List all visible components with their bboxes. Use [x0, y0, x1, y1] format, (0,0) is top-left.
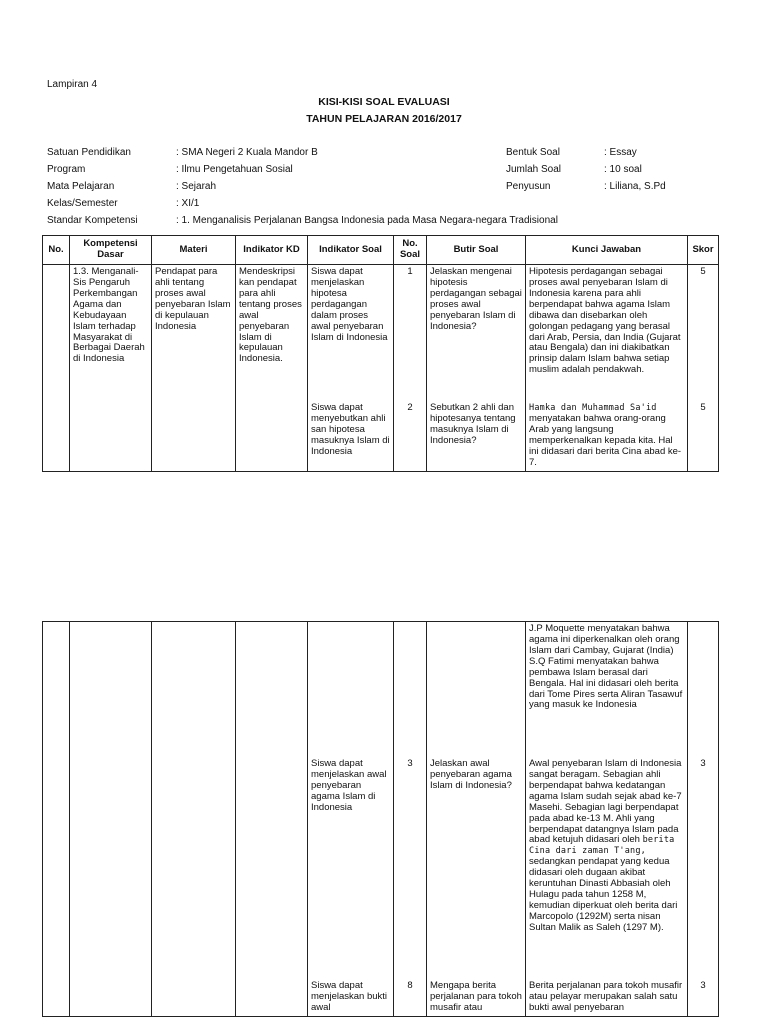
cell-no-soal	[394, 622, 427, 1017]
header-skor: Skor	[688, 236, 719, 265]
indikator-soal-8: Siswa dapat menjelaskan bukti awal	[311, 980, 388, 1013]
header-butir-soal: Butir Soal	[427, 236, 526, 265]
kunci-cont-fatimi: S.Q Fatimi menyatakan bahwa pembawa Islam berasal dari Bengala. Hal ini didasari oleh berita dari Tome Pires serta Aliran Tasawuf yang masuk ke Indonesia	[529, 655, 683, 711]
info-label-kelas: Kelas/Semester	[47, 198, 118, 209]
indikator-soal-3: Siswa dapat menjelaskan awal penyebaran agama Islam di Indonesia	[311, 758, 387, 813]
header-materi: Materi	[152, 236, 236, 265]
info-label-sk: Standar Kompetensi	[47, 215, 138, 226]
document-subtitle: TAHUN PELAJARAN 2016/2017	[306, 113, 462, 125]
info-value-kelas: : XI/1	[176, 198, 200, 209]
indikator-soal-2: Siswa dapat menyebutkan ahli san hipotesa masuknya Islam di Indonesia	[311, 402, 390, 457]
header-kunci-jawaban: Kunci Jawaban	[526, 236, 688, 265]
info-label-satuan: Satuan Pendidikan	[47, 147, 131, 158]
spacer	[397, 624, 423, 759]
header-indikator-soal: Indikator Soal	[308, 236, 394, 265]
cell-butir-soal	[427, 622, 526, 1017]
lampiran-label: Lampiran 4	[47, 79, 98, 90]
skor-1: 5	[700, 266, 706, 277]
info-value-penyusun: : Liliana, S.Pd	[604, 181, 666, 192]
kunci-jawaban-8: Berita perjalanan para tokoh musafir atau pelayar merupakan salah satu bukti awal penyebaran	[529, 980, 683, 1013]
cell-materi: Pendapat para ahli tentang proses awal penyebaran Islam di kepulauan Indonesia	[152, 265, 236, 472]
skor-2: 5	[700, 402, 706, 413]
cell-butir-soal	[427, 265, 526, 472]
table-row	[43, 265, 719, 472]
butir-soal-8: Mengapa berita perjalanan para tokoh musafir atau	[430, 980, 522, 1013]
document-title: KISI-KISI SOAL EVALUASI	[318, 96, 450, 108]
header-kd-line1: Kompetensi	[83, 238, 138, 250]
butir-soal-2: Sebutkan 2 ahli dan hipotesanya tentang masuknya Islam di Indonesia?	[430, 402, 516, 446]
no-soal-1: 1	[407, 266, 413, 277]
no-soal-8: 8	[407, 980, 413, 991]
header-indikator-kd: Indikator KD	[236, 236, 308, 265]
cell-materi	[152, 622, 236, 1017]
cell-indikator-kd: Mendeskripsi kan pendapat para ahli tentang proses awal penyebaran Islam di kepulauan Indonesia.	[236, 265, 308, 472]
info-label-jumlah: Jumlah Soal	[506, 164, 562, 175]
info-value-sk: : 1. Menganalisis Perjalanan Bangsa Indonesia pada Masa Negara-negara Tradisional	[176, 215, 558, 226]
info-value-jumlah: : 10 soal	[604, 164, 642, 175]
header-kompetensi-dasar	[70, 236, 152, 265]
table-row	[43, 622, 719, 1017]
spacer	[430, 624, 522, 759]
spacer	[311, 624, 390, 759]
kunci-jawaban-1: Hipotesis perdagangan sebagai proses awal penyebaran Islam di Indonesia karena para ahli berpendapat bahwa agama Islam dibawa dan disebarkan oleh golongan pedagang yang berasal dari Arab, Persia, dan India (Gujarat atau Bengala) dan ini diakibatkan prinsip dalam Islam bahwa setiap muslim adalah pendakwah.	[529, 266, 681, 376]
kunci-3-mono: berita Cina dari zaman T'ang,	[529, 835, 675, 857]
spacer	[691, 624, 715, 759]
cell-kompetensi-dasar	[70, 622, 152, 1017]
kunci-2-text: menyatakan bahwa orang-orang Arab yang langsung memperkenalkan kepada kita. Hal ini didasari dari berita Cina abad ke-7.	[529, 412, 682, 468]
info-label-program: Program	[47, 164, 86, 175]
cell-skor	[688, 265, 719, 472]
kunci-cont-moquette: J.P Moquette menyatakan bahwa agama ini diperkenalkan oleh orang Islam dari Cambay, Gujarat (India)	[529, 623, 680, 656]
info-label-penyusun: Penyusun	[506, 181, 551, 192]
kunci-jawaban-3	[529, 759, 684, 981]
cell-indikator-soal	[308, 622, 394, 1017]
butir-soal-1: Jelaskan mengenai hipotesis perdagangan sebagai proses awal penyebaran Islam di Indonesia?	[430, 266, 522, 332]
no-soal-3: 3	[407, 758, 413, 769]
kisi-kisi-table-page1	[42, 235, 719, 472]
header-no-soal-line1: No.	[402, 238, 418, 250]
header-no: No.	[43, 236, 70, 265]
cell-indikator-kd	[236, 622, 308, 1017]
indikator-soal-1: Siswa dapat menjelaskan hipotesa perdagangan dalam proses awal penyebaran Islam di Indonesia	[311, 266, 388, 343]
skor-8: 3	[700, 980, 706, 991]
butir-soal-3: Jelaskan awal penyebaran agama Islam di Indonesia?	[430, 758, 512, 791]
kisi-kisi-table-page2	[42, 621, 719, 1017]
no-soal-2: 2	[407, 402, 413, 413]
header-no-soal	[394, 236, 427, 265]
info-value-mapel: : Sejarah	[176, 181, 217, 192]
header-no-soal-line2: Soal	[399, 249, 421, 260]
cell-skor	[688, 622, 719, 1017]
cell-indikator-soal	[308, 265, 394, 472]
kunci-continuation	[529, 624, 684, 759]
cell-kunci-jawaban	[526, 265, 688, 472]
cell-no	[43, 265, 70, 472]
cell-kompetensi-dasar: 1.3. Menganali-Sis Pengaruh Perkembangan Agama dan Kebudayaan Islam terhadap Masyarakat di Berbagai Daerah di Indonesia	[70, 265, 152, 472]
cell-no	[43, 622, 70, 1017]
info-value-program: : Ilmu Pengetahuan Sosial	[176, 164, 293, 175]
info-label-bentuk: Bentuk Soal	[506, 147, 560, 158]
kunci-3-post: sedangkan pendapat yang kedua didasari oleh dugaan akibat keruntuhan Dinasti Abbasiah oleh Hulagu pada tahun 1258 M, kemudian diperkuat oleh berita dari Marcopolo (1292M) serta nisan Sultan Malik as Saleh (1297 M).	[529, 856, 678, 933]
kunci-3-pre: Awal penyebaran Islam di Indonesia sangat beragam. Sebagian ahli berpendapat bahwa kedatangan agama Islam sudah sejak abad ke-7 Masehi. Sebagian lagi berpendapat pada abad ke-13 M. Ahli yang berpendapat datangnya Islam pada abad ketujuh didasari oleh	[529, 758, 682, 846]
info-label-mapel: Mata Pelajaran	[47, 181, 115, 192]
kunci-jawaban-2	[529, 403, 684, 469]
info-value-bentuk: : Essay	[604, 147, 637, 158]
info-value-satuan: : SMA Negeri 2 Kuala Mandor B	[176, 147, 318, 158]
cell-no-soal	[394, 265, 427, 472]
cell-kunci-jawaban	[526, 622, 688, 1017]
header-kd-line2: Dasar	[97, 249, 124, 260]
skor-3: 3	[700, 758, 706, 769]
kunci-2-names: Hamka dan Muhammad Sa'id	[529, 403, 657, 413]
table-header-row	[43, 236, 719, 265]
